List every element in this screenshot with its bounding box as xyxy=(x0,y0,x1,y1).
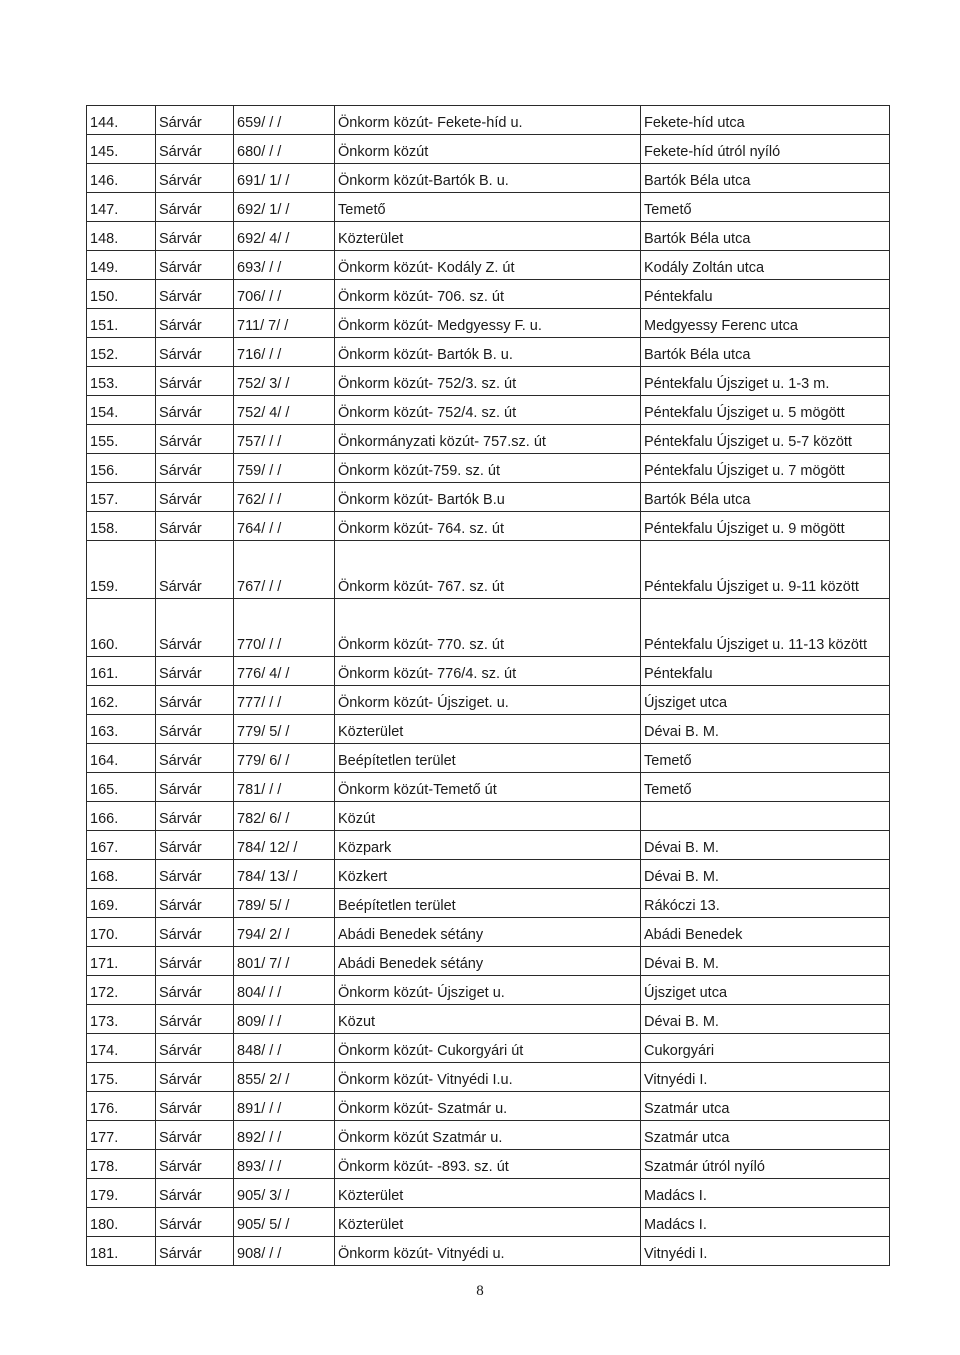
lot-number-cell: 680/ / / xyxy=(234,135,335,164)
description-cell: Önkorm közút- Újsziget. u. xyxy=(335,686,641,715)
row-number-cell: 148. xyxy=(87,222,156,251)
town-cell: Sárvár xyxy=(156,1034,234,1063)
row-number-cell: 171. xyxy=(87,947,156,976)
description-cell: Önkorm közút- Újsziget u. xyxy=(335,976,641,1005)
town-cell: Sárvár xyxy=(156,106,234,135)
description-cell: Közut xyxy=(335,1005,641,1034)
lot-number-cell: 779/ 6/ / xyxy=(234,744,335,773)
table-row xyxy=(87,1005,890,1034)
address-cell: Péntekfalu Újsziget u. 9-11 között xyxy=(641,541,890,599)
lot-number-cell: 782/ 6/ / xyxy=(234,802,335,831)
address-cell: Újsziget utca xyxy=(641,976,890,1005)
town-cell: Sárvár xyxy=(156,599,234,657)
lot-number-cell: 905/ 5/ / xyxy=(234,1208,335,1237)
town-cell: Sárvár xyxy=(156,1063,234,1092)
lot-number-cell: 711/ 7/ / xyxy=(234,309,335,338)
address-cell: Péntekfalu Újsziget u. 5 mögött xyxy=(641,396,890,425)
lot-number-cell: 693/ / / xyxy=(234,251,335,280)
address-cell: Fekete-híd utca xyxy=(641,106,890,135)
row-number-cell: 176. xyxy=(87,1092,156,1121)
address-cell: Vitnyédi I. xyxy=(641,1063,890,1092)
table-row xyxy=(87,1150,890,1179)
table-row xyxy=(87,715,890,744)
lot-number-cell: 706/ / / xyxy=(234,280,335,309)
address-cell: Bartók Béla utca xyxy=(641,164,890,193)
row-number-cell: 177. xyxy=(87,1121,156,1150)
row-number-cell: 168. xyxy=(87,860,156,889)
table-row xyxy=(87,773,890,802)
address-cell: Péntekfalu Újsziget u. 11-13 között xyxy=(641,599,890,657)
lot-number-cell: 784/ 12/ / xyxy=(234,831,335,860)
town-cell: Sárvár xyxy=(156,338,234,367)
row-number-cell: 180. xyxy=(87,1208,156,1237)
row-number-cell: 162. xyxy=(87,686,156,715)
lot-number-cell: 908/ / / xyxy=(234,1237,335,1266)
lot-number-cell: 891/ / / xyxy=(234,1092,335,1121)
town-cell: Sárvár xyxy=(156,860,234,889)
address-cell: Szatmár útról nyíló xyxy=(641,1150,890,1179)
town-cell: Sárvár xyxy=(156,367,234,396)
description-cell: Önkorm közút- 752/4. sz. út xyxy=(335,396,641,425)
town-cell: Sárvár xyxy=(156,686,234,715)
town-cell: Sárvár xyxy=(156,657,234,686)
table-row xyxy=(87,541,890,599)
description-cell: Önkorm közút- Szatmár u. xyxy=(335,1092,641,1121)
town-cell: Sárvár xyxy=(156,889,234,918)
address-cell: Péntekfalu Újsziget u. 9 mögött xyxy=(641,512,890,541)
lot-number-cell: 905/ 3/ / xyxy=(234,1179,335,1208)
table-row xyxy=(87,1063,890,1092)
lot-number-cell: 893/ / / xyxy=(234,1150,335,1179)
table-row xyxy=(87,280,890,309)
description-cell: Önkorm közút- 764. sz. út xyxy=(335,512,641,541)
address-cell: Péntekfalu xyxy=(641,280,890,309)
address-cell: Szatmár utca xyxy=(641,1092,890,1121)
town-cell: Sárvár xyxy=(156,1150,234,1179)
row-number-cell: 164. xyxy=(87,744,156,773)
lot-number-cell: 770/ / / xyxy=(234,599,335,657)
address-cell: Madács I. xyxy=(641,1179,890,1208)
table-row xyxy=(87,860,890,889)
lot-number-cell: 716/ / / xyxy=(234,338,335,367)
town-cell: Sárvár xyxy=(156,744,234,773)
address-cell: Péntekfalu Újsziget u. 7 mögött xyxy=(641,454,890,483)
town-cell: Sárvár xyxy=(156,1208,234,1237)
address-cell: Dévai B. M. xyxy=(641,831,890,860)
address-cell: Újsziget utca xyxy=(641,686,890,715)
table-row xyxy=(87,367,890,396)
table-row xyxy=(87,1179,890,1208)
table-row xyxy=(87,483,890,512)
description-cell: Önkorm közút- Fekete-híd u. xyxy=(335,106,641,135)
table-row xyxy=(87,425,890,454)
row-number-cell: 154. xyxy=(87,396,156,425)
description-cell: Beépítetlen terület xyxy=(335,889,641,918)
town-cell: Sárvár xyxy=(156,222,234,251)
table-row xyxy=(87,744,890,773)
lot-number-cell: 777/ / / xyxy=(234,686,335,715)
address-cell: Péntekfalu Újsziget u. 1-3 m. xyxy=(641,367,890,396)
description-cell: Önkorm közút- 776/4. sz. út xyxy=(335,657,641,686)
town-cell: Sárvár xyxy=(156,715,234,744)
address-cell: Bartók Béla utca xyxy=(641,222,890,251)
description-cell: Önkorm közút- Kodály Z. út xyxy=(335,251,641,280)
description-cell: Beépítetlen terület xyxy=(335,744,641,773)
lot-number-cell: 801/ 7/ / xyxy=(234,947,335,976)
table-row xyxy=(87,1121,890,1150)
table-row xyxy=(87,454,890,483)
lot-number-cell: 789/ 5/ / xyxy=(234,889,335,918)
description-cell: Temető xyxy=(335,193,641,222)
table-row xyxy=(87,657,890,686)
description-cell: Önkorm közút- 770. sz. út xyxy=(335,599,641,657)
town-cell: Sárvár xyxy=(156,976,234,1005)
description-cell: Közpark xyxy=(335,831,641,860)
town-cell: Sárvár xyxy=(156,773,234,802)
town-cell: Sárvár xyxy=(156,164,234,193)
row-number-cell: 163. xyxy=(87,715,156,744)
town-cell: Sárvár xyxy=(156,135,234,164)
lot-number-cell: 809/ / / xyxy=(234,1005,335,1034)
lot-number-cell: 855/ 2/ / xyxy=(234,1063,335,1092)
town-cell: Sárvár xyxy=(156,396,234,425)
table-row xyxy=(87,222,890,251)
address-cell: Dévai B. M. xyxy=(641,1005,890,1034)
lot-number-cell: 779/ 5/ / xyxy=(234,715,335,744)
description-cell: Közút xyxy=(335,802,641,831)
town-cell: Sárvár xyxy=(156,309,234,338)
description-cell: Önkorm közút Szatmár u. xyxy=(335,1121,641,1150)
address-cell: Cukorgyári xyxy=(641,1034,890,1063)
address-cell: Madács I. xyxy=(641,1208,890,1237)
row-number-cell: 155. xyxy=(87,425,156,454)
town-cell: Sárvár xyxy=(156,802,234,831)
lot-number-cell: 759/ / / xyxy=(234,454,335,483)
row-number-cell: 174. xyxy=(87,1034,156,1063)
town-cell: Sárvár xyxy=(156,1092,234,1121)
table-row xyxy=(87,976,890,1005)
lot-number-cell: 804/ / / xyxy=(234,976,335,1005)
description-cell: Önkorm közút-Bartók B. u. xyxy=(335,164,641,193)
lot-number-cell: 762/ / / xyxy=(234,483,335,512)
table-row xyxy=(87,193,890,222)
description-cell: Önkorm közút- Vitnyédi I.u. xyxy=(335,1063,641,1092)
description-cell: Önkorm közút- 752/3. sz. út xyxy=(335,367,641,396)
town-cell: Sárvár xyxy=(156,280,234,309)
town-cell: Sárvár xyxy=(156,947,234,976)
address-cell: Péntekfalu xyxy=(641,657,890,686)
row-number-cell: 159. xyxy=(87,541,156,599)
address-cell: Bartók Béla utca xyxy=(641,483,890,512)
table-row xyxy=(87,1237,890,1266)
row-number-cell: 149. xyxy=(87,251,156,280)
row-number-cell: 175. xyxy=(87,1063,156,1092)
table-row xyxy=(87,1208,890,1237)
table-row xyxy=(87,889,890,918)
address-cell: Bartók Béla utca xyxy=(641,338,890,367)
table-row xyxy=(87,599,890,657)
lot-number-cell: 764/ / / xyxy=(234,512,335,541)
description-cell: Önkorm közút- Vitnyédi u. xyxy=(335,1237,641,1266)
page-number: 8 xyxy=(476,1283,484,1299)
description-cell: Önkorm közút-759. sz. út xyxy=(335,454,641,483)
address-cell: Abádi Benedek xyxy=(641,918,890,947)
lot-number-cell: 752/ 4/ / xyxy=(234,396,335,425)
lot-number-cell: 691/ 1/ / xyxy=(234,164,335,193)
table-row xyxy=(87,164,890,193)
row-number-cell: 166. xyxy=(87,802,156,831)
row-number-cell: 152. xyxy=(87,338,156,367)
description-cell: Önkormányzati közút- 757.sz. út xyxy=(335,425,641,454)
row-number-cell: 147. xyxy=(87,193,156,222)
row-number-cell: 178. xyxy=(87,1150,156,1179)
town-cell: Sárvár xyxy=(156,1121,234,1150)
description-cell: Önkorm közút- Bartók B. u. xyxy=(335,338,641,367)
town-cell: Sárvár xyxy=(156,454,234,483)
description-cell: Önkorm közút xyxy=(335,135,641,164)
row-number-cell: 144. xyxy=(87,106,156,135)
description-cell: Önkorm közút- Bartók B.u xyxy=(335,483,641,512)
row-number-cell: 179. xyxy=(87,1179,156,1208)
address-cell: Péntekfalu Újsziget u. 5-7 között xyxy=(641,425,890,454)
row-number-cell: 172. xyxy=(87,976,156,1005)
description-cell: Közterület xyxy=(335,1179,641,1208)
lot-number-cell: 781/ / / xyxy=(234,773,335,802)
row-number-cell: 150. xyxy=(87,280,156,309)
address-cell: Temető xyxy=(641,744,890,773)
table-row xyxy=(87,396,890,425)
table-row xyxy=(87,106,890,135)
row-number-cell: 161. xyxy=(87,657,156,686)
town-cell: Sárvár xyxy=(156,483,234,512)
lot-number-cell: 776/ 4/ / xyxy=(234,657,335,686)
address-cell: Rákóczi 13. xyxy=(641,889,890,918)
town-cell: Sárvár xyxy=(156,918,234,947)
row-number-cell: 156. xyxy=(87,454,156,483)
description-cell: Közterület xyxy=(335,1208,641,1237)
table-row xyxy=(87,802,890,831)
lot-number-cell: 757/ / / xyxy=(234,425,335,454)
row-number-cell: 158. xyxy=(87,512,156,541)
address-cell: Fekete-híd útról nyíló xyxy=(641,135,890,164)
table-row xyxy=(87,309,890,338)
description-cell: Önkorm közút-Temető út xyxy=(335,773,641,802)
address-cell: Dévai B. M. xyxy=(641,947,890,976)
town-cell: Sárvár xyxy=(156,541,234,599)
table-row xyxy=(87,1034,890,1063)
table-row xyxy=(87,1092,890,1121)
description-cell: Önkorm közút- 706. sz. út xyxy=(335,280,641,309)
table-row xyxy=(87,251,890,280)
row-number-cell: 160. xyxy=(87,599,156,657)
town-cell: Sárvár xyxy=(156,1005,234,1034)
table-row xyxy=(87,686,890,715)
address-cell xyxy=(641,802,890,831)
row-number-cell: 181. xyxy=(87,1237,156,1266)
lot-number-cell: 692/ 1/ / xyxy=(234,193,335,222)
lot-number-cell: 659/ / / xyxy=(234,106,335,135)
row-number-cell: 173. xyxy=(87,1005,156,1034)
town-cell: Sárvár xyxy=(156,193,234,222)
description-cell: Önkorm közút- Cukorgyári út xyxy=(335,1034,641,1063)
address-cell: Medgyessy Ferenc utca xyxy=(641,309,890,338)
address-cell: Temető xyxy=(641,773,890,802)
address-cell: Kodály Zoltán utca xyxy=(641,251,890,280)
description-cell: Közkert xyxy=(335,860,641,889)
table-row xyxy=(87,831,890,860)
address-cell: Temető xyxy=(641,193,890,222)
row-number-cell: 153. xyxy=(87,367,156,396)
row-number-cell: 170. xyxy=(87,918,156,947)
row-number-cell: 157. xyxy=(87,483,156,512)
address-cell: Vitnyédi I. xyxy=(641,1237,890,1266)
description-cell: Abádi Benedek sétány xyxy=(335,918,641,947)
description-cell: Önkorm közút- 767. sz. út xyxy=(335,541,641,599)
town-cell: Sárvár xyxy=(156,512,234,541)
row-number-cell: 151. xyxy=(87,309,156,338)
row-number-cell: 169. xyxy=(87,889,156,918)
town-cell: Sárvár xyxy=(156,251,234,280)
row-number-cell: 167. xyxy=(87,831,156,860)
description-cell: Önkorm közút- -893. sz. út xyxy=(335,1150,641,1179)
address-cell: Szatmár utca xyxy=(641,1121,890,1150)
description-cell: Közterület xyxy=(335,715,641,744)
table-row xyxy=(87,947,890,976)
town-cell: Sárvár xyxy=(156,1237,234,1266)
town-cell: Sárvár xyxy=(156,425,234,454)
lot-number-cell: 794/ 2/ / xyxy=(234,918,335,947)
town-cell: Sárvár xyxy=(156,1179,234,1208)
lot-number-cell: 752/ 3/ / xyxy=(234,367,335,396)
table-row xyxy=(87,135,890,164)
row-number-cell: 145. xyxy=(87,135,156,164)
row-number-cell: 146. xyxy=(87,164,156,193)
lot-number-cell: 892/ / / xyxy=(234,1121,335,1150)
row-number-cell: 165. xyxy=(87,773,156,802)
lot-number-cell: 692/ 4/ / xyxy=(234,222,335,251)
lot-number-cell: 784/ 13/ / xyxy=(234,860,335,889)
table-row xyxy=(87,338,890,367)
description-cell: Abádi Benedek sétány xyxy=(335,947,641,976)
table-row xyxy=(87,918,890,947)
address-cell: Dévai B. M. xyxy=(641,860,890,889)
address-cell: Dévai B. M. xyxy=(641,715,890,744)
table-row xyxy=(87,512,890,541)
description-cell: Önkorm közút- Medgyessy F. u. xyxy=(335,309,641,338)
description-cell: Közterület xyxy=(335,222,641,251)
lot-number-cell: 848/ / / xyxy=(234,1034,335,1063)
lot-number-cell: 767/ / / xyxy=(234,541,335,599)
property-table-body xyxy=(87,106,890,1266)
property-table xyxy=(86,105,890,1266)
town-cell: Sárvár xyxy=(156,831,234,860)
